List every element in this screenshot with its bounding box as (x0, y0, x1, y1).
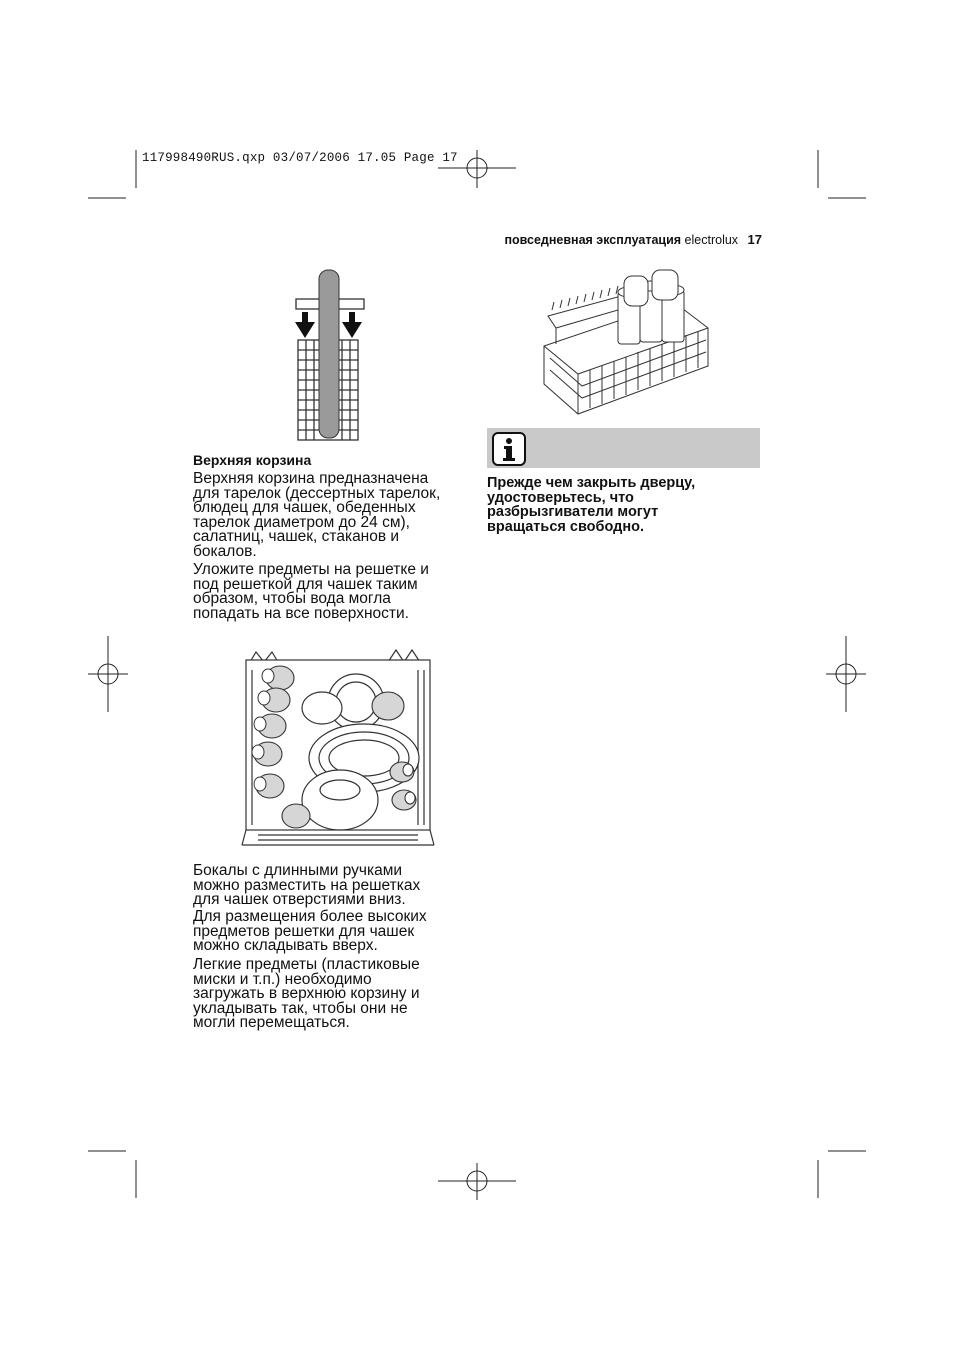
loaded-basket-illustration (238, 640, 438, 852)
text-line: блюдец для чашек, обеденных (193, 499, 416, 516)
page-number: 17 (747, 232, 762, 247)
text-line: вращаться свободно. (487, 518, 644, 535)
text-line: можно разместить на решетках (193, 876, 421, 894)
text-line: образом, чтобы вода могла (193, 590, 391, 607)
text-line: Для размещения более высоких (193, 908, 427, 925)
text-line: Прежде чем закрыть дверцу, (487, 475, 696, 491)
upper-basket-heading: Верхняя корзина (193, 452, 312, 468)
text-line: для тарелок (десcертных тарелок, (193, 484, 441, 502)
paragraph-4 (193, 910, 468, 954)
text-line: укладывать так, чтобы они не (193, 999, 408, 1017)
text-line: для чашек отверстиями вниз. (193, 891, 406, 908)
paragraph-2 (193, 563, 468, 621)
info-icon (492, 432, 526, 466)
file-slug: 117998490RUS.qxp 03/07/2006 17.05 Page 17 (142, 151, 458, 165)
brand-name: electrolux (684, 233, 739, 247)
text-line: Уложите предметы на решетке и (193, 561, 429, 578)
paragraph-5 (193, 958, 468, 1031)
info-bar (487, 428, 760, 468)
cup-racks-illustration (538, 266, 714, 418)
text-line: Бокалы с длинными ручками (193, 862, 403, 879)
text-line: попадать на все поверхности. (193, 604, 409, 622)
paragraph-3 (193, 864, 468, 908)
section-title: повседневная эксплуатация (504, 233, 682, 247)
paragraph-1 (193, 472, 468, 559)
text-line: Верхняя корзина предназначена (193, 470, 429, 487)
cup-rack-illustration (290, 268, 370, 444)
text-line: Легкие предметы (пластиковые (193, 956, 420, 973)
text-line: загружать в верхнюю корзину и (193, 985, 420, 1002)
text-line: тарелок диаметром до 24 см), (193, 513, 410, 531)
text-line: разбрызгиватели могут (487, 504, 659, 520)
text-line: салатниц, чашек, стаканов и (193, 528, 400, 545)
page-header (504, 232, 762, 247)
text-line: бокалов. (193, 542, 257, 560)
text-line: предметов решетки для чашек (193, 922, 415, 940)
text-line: удостоверьтесь, что (487, 489, 634, 506)
warning-text (487, 476, 757, 534)
text-line: можно складывать вверх. (193, 937, 378, 954)
text-line: могли перемещаться. (193, 1014, 350, 1031)
text-line: под решеткой для чашек таким (193, 575, 418, 593)
text-line: миски и т.п.) необходимо (193, 970, 372, 988)
